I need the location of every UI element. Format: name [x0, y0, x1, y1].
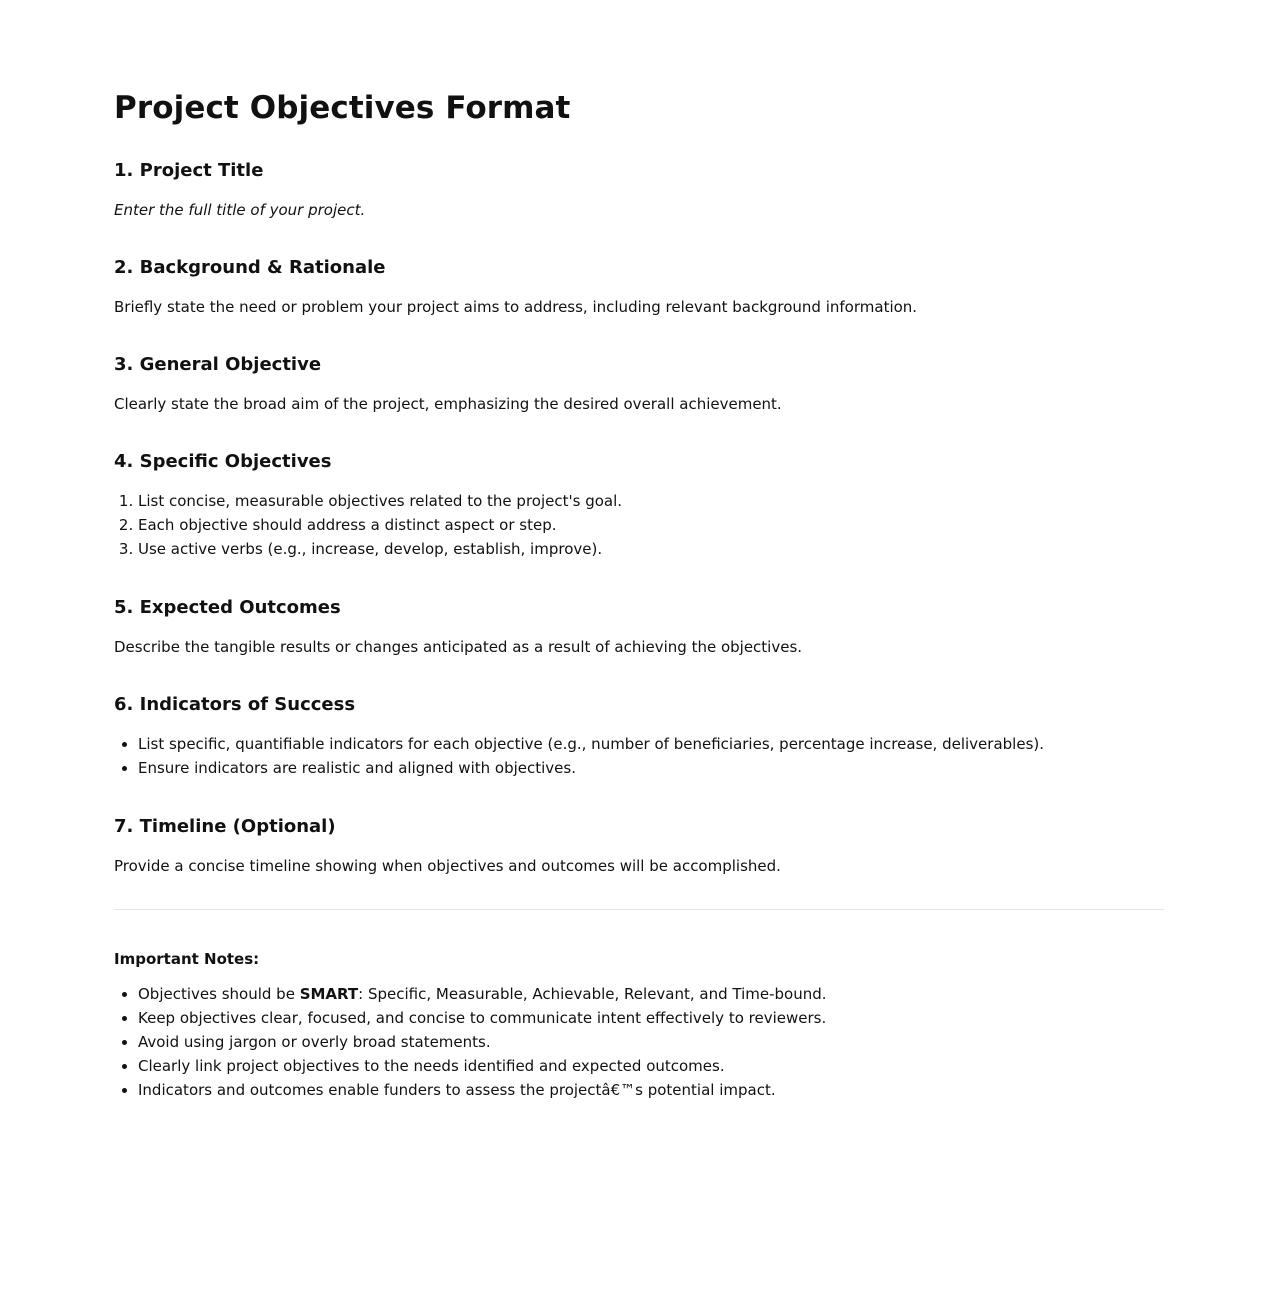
notes-heading: Important Notes:	[114, 950, 260, 968]
important-notes	[114, 948, 1164, 1102]
section-heading: 3. General Objective	[114, 354, 322, 375]
section-general-objective	[114, 352, 1164, 415]
list-item: • List specific, quantifiable indicators for each objective (e.g., number of beneficiaries, percentage increase, deliverables).	[138, 732, 1164, 756]
section-text: Describe the tangible results or changes anticipated as a result of achieving the objectives.	[114, 638, 803, 656]
list-item	[138, 982, 1164, 1006]
section-text: Provide a concise timeline showing when objectives and outcomes will be accomplished.	[114, 857, 781, 875]
section-timeline	[114, 814, 1164, 877]
list-item: • Avoid using jargon or overly broad statements.	[138, 1030, 1164, 1054]
section-heading: 7. Timeline (Optional)	[114, 816, 336, 837]
notes-list	[114, 982, 1164, 1102]
section-background	[114, 255, 1164, 318]
smart-emphasis: SMART	[299, 985, 359, 1003]
list-item: • Keep objectives clear, focused, and concise to communicate intent effectively to reviewers.	[138, 1006, 1164, 1030]
section-text: Briefly state the need or problem your project aims to address, including relevant background information.	[114, 298, 918, 316]
note-suffix: : Specific, Measurable, Achievable, Relevant, and Time-bound.	[358, 985, 827, 1003]
note-prefix: Objectives should be	[138, 985, 300, 1003]
list-item: • Ensure indicators are realistic and aligned with objectives.	[138, 756, 1164, 780]
specific-objectives-list	[114, 489, 1164, 561]
section-heading: 6. Indicators of Success	[114, 694, 356, 715]
section-project-title	[114, 158, 1164, 221]
list-item: • Indicators and outcomes enable funders to assess the projectâ€™s potential impact.	[138, 1078, 1164, 1102]
section-heading: 5. Expected Outcomes	[114, 597, 341, 618]
section-text: Enter the full title of your project.	[114, 201, 366, 219]
page-title: Project Objectives Format	[114, 90, 571, 126]
section-text: Clearly state the broad aim of the project, emphasizing the desired overall achievement.	[114, 395, 782, 413]
section-heading: 1. Project Title	[114, 160, 264, 181]
section-heading: 2. Background & Rationale	[114, 257, 386, 278]
section-expected-outcomes	[114, 595, 1164, 658]
indicators-list	[114, 732, 1164, 780]
section-heading: 4. Specific Objectives	[114, 451, 332, 472]
list-item: 3. Use active verbs (e.g., increase, develop, establish, improve).	[138, 537, 1164, 561]
list-item: 1. List concise, measurable objectives related to the project's goal.	[138, 489, 1164, 513]
section-specific-objectives	[114, 449, 1164, 561]
list-item: 2. Each objective should address a distinct aspect or step.	[138, 513, 1164, 537]
divider	[114, 909, 1164, 910]
list-item: • Clearly link project objectives to the needs identified and expected outcomes.	[138, 1054, 1164, 1078]
section-indicators	[114, 692, 1164, 780]
